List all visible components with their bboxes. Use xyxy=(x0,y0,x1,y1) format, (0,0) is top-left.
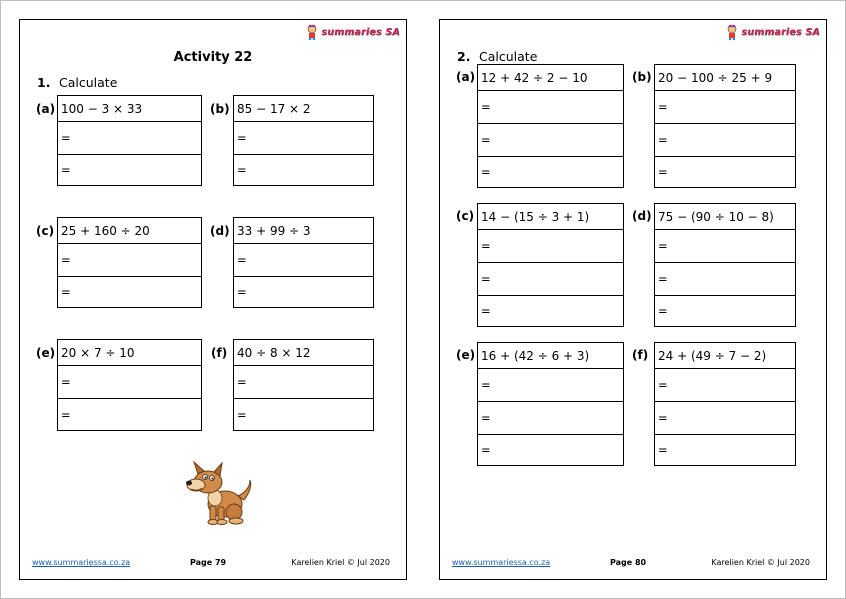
answer-row[interactable]: = xyxy=(58,276,201,307)
problem-label: (b) xyxy=(210,102,230,116)
summaries-logo xyxy=(725,24,820,40)
problem-expression: 20 − 100 ÷ 25 + 9 xyxy=(658,70,773,85)
problem-label: (e) xyxy=(36,346,56,360)
problem-expression: 85 − 17 × 2 xyxy=(237,101,311,116)
website-link[interactable]: www.summariessa.co.za xyxy=(452,558,551,567)
problem-box-e xyxy=(57,339,202,431)
problem-expression: 12 + 42 ÷ 2 − 10 xyxy=(481,70,588,85)
problem-label: (a) xyxy=(36,102,56,116)
problem-label: (c) xyxy=(36,224,55,238)
problem-box-d xyxy=(233,217,374,308)
question-number: 1. xyxy=(37,75,51,90)
answer-row[interactable]: = xyxy=(655,295,795,326)
problem-expression: 14 − (15 ÷ 3 + 1) xyxy=(481,209,590,224)
answer-row[interactable]: = xyxy=(234,365,373,398)
answer-row[interactable]: = xyxy=(234,243,373,276)
answer-row[interactable]: = xyxy=(655,401,795,434)
answer-row[interactable]: = xyxy=(58,121,201,154)
problem-label: (a) xyxy=(456,70,476,84)
answer-row[interactable]: = xyxy=(478,295,623,326)
page-number: Page 79 xyxy=(190,558,227,567)
problem-label: (c) xyxy=(456,209,475,223)
question-label: Calculate xyxy=(59,75,118,90)
problem-label: (f) xyxy=(211,346,228,360)
kid-mascot-icon xyxy=(725,24,739,40)
problem-label: (f) xyxy=(632,348,649,362)
copyright-note: Karelien Kriel © Jul 2020 xyxy=(291,558,390,567)
answer-row[interactable]: = xyxy=(655,123,795,156)
answer-row[interactable]: = xyxy=(478,229,623,262)
answer-row[interactable]: = xyxy=(58,398,201,430)
answer-row[interactable]: = xyxy=(234,121,373,154)
answer-row[interactable]: = xyxy=(58,243,201,276)
logo-text: summaries SA xyxy=(741,26,820,38)
cartoon-dog-icon xyxy=(180,460,254,526)
answer-row[interactable]: = xyxy=(478,90,623,123)
answer-row[interactable]: = xyxy=(58,154,201,185)
problem-expression: 33 + 99 ÷ 3 xyxy=(237,223,311,238)
copyright-note: Karelien Kriel © Jul 2020 xyxy=(711,558,810,567)
problem-label: (d) xyxy=(632,209,652,223)
problem-box-d xyxy=(654,203,796,327)
answer-row[interactable]: = xyxy=(655,156,795,187)
activity-title: Activity 22 xyxy=(173,50,253,65)
problem-label: (d) xyxy=(210,224,230,238)
answer-row[interactable]: = xyxy=(478,401,623,434)
problem-box-f xyxy=(233,339,374,431)
worksheet-page-79 xyxy=(19,19,407,580)
problem-box-a xyxy=(57,95,202,186)
problem-box-e xyxy=(477,342,624,466)
answer-row[interactable]: = xyxy=(234,276,373,307)
problem-box-f xyxy=(654,342,796,466)
answer-row[interactable]: = xyxy=(234,398,373,430)
problem-expression: 75 − (90 ÷ 10 − 8) xyxy=(658,209,774,224)
problem-expression: 25 + 160 ÷ 20 xyxy=(61,223,150,238)
problem-box-c xyxy=(477,203,624,327)
answer-row[interactable]: = xyxy=(655,434,795,465)
problem-box-a xyxy=(477,64,624,188)
answer-row[interactable]: = xyxy=(655,262,795,295)
problem-expression: 20 × 7 ÷ 10 xyxy=(61,345,135,360)
problem-expression: 100 − 3 × 33 xyxy=(61,101,143,116)
answer-row[interactable]: = xyxy=(58,365,201,398)
answer-row[interactable]: = xyxy=(655,368,795,401)
question-heading xyxy=(457,49,537,64)
summaries-logo xyxy=(305,24,400,40)
answer-row[interactable]: = xyxy=(478,262,623,295)
problem-expression: 24 + (49 ÷ 7 − 2) xyxy=(658,348,767,363)
kid-mascot-icon xyxy=(305,24,319,40)
answer-row[interactable]: = xyxy=(478,368,623,401)
problem-label: (b) xyxy=(632,70,652,84)
problem-box-c xyxy=(57,217,202,308)
answer-row[interactable]: = xyxy=(234,154,373,185)
problem-expression: 40 ÷ 8 × 12 xyxy=(237,345,311,360)
question-heading xyxy=(37,75,117,90)
answer-row[interactable]: = xyxy=(478,156,623,187)
question-label: Calculate xyxy=(479,49,538,64)
logo-text: summaries SA xyxy=(321,26,400,38)
question-number: 2. xyxy=(457,49,471,64)
problem-box-b xyxy=(233,95,374,186)
answer-row[interactable]: = xyxy=(655,229,795,262)
problem-expression: 16 + (42 ÷ 6 + 3) xyxy=(481,348,590,363)
worksheet-page-80 xyxy=(439,19,827,580)
answer-row[interactable]: = xyxy=(478,434,623,465)
answer-row[interactable]: = xyxy=(655,90,795,123)
answer-row[interactable]: = xyxy=(478,123,623,156)
problem-label: (e) xyxy=(456,348,476,362)
page-number: Page 80 xyxy=(610,558,647,567)
website-link[interactable]: www.summariessa.co.za xyxy=(32,558,131,567)
problem-box-b xyxy=(654,64,796,188)
